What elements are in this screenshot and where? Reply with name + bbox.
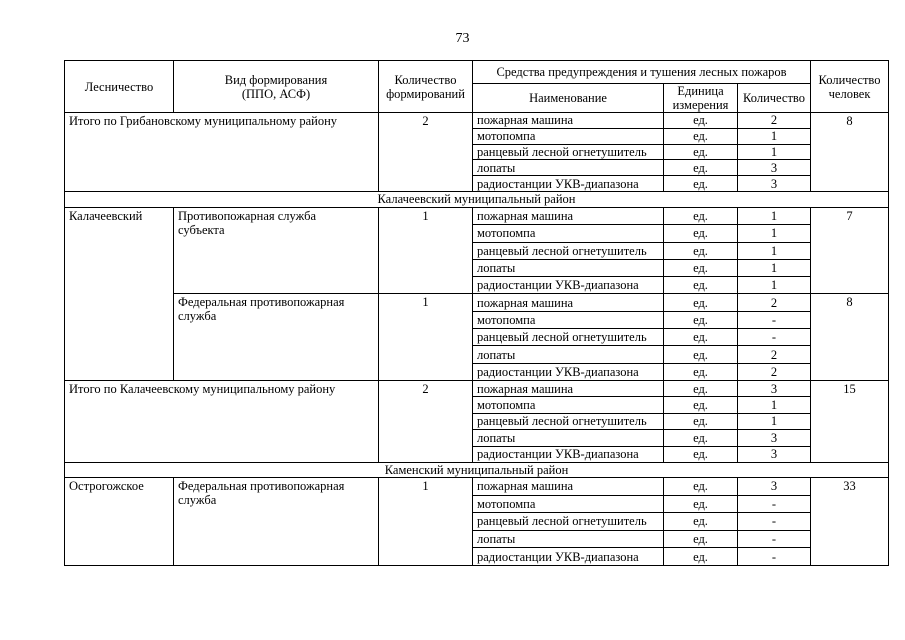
total-label: Итого по Грибановскому муниципальному району [65, 113, 379, 192]
formation-count: 2 [379, 113, 473, 192]
item-quantity: 1 [738, 128, 811, 144]
item-unit: ед. [664, 513, 738, 531]
item-unit: ед. [664, 259, 738, 276]
item-quantity: 1 [738, 225, 811, 242]
item-name: ранцевый лесной огнетушитель [473, 413, 664, 429]
people-count: 33 [811, 477, 889, 565]
item-unit: ед. [664, 346, 738, 363]
item-unit: ед. [664, 530, 738, 548]
item-quantity: 2 [738, 113, 811, 129]
item-quantity: 3 [738, 446, 811, 462]
item-name: пожарная машина [473, 380, 664, 396]
table-row [65, 380, 889, 396]
item-quantity: 2 [738, 346, 811, 363]
table-row [65, 462, 889, 477]
district-heading: Каменский муниципальный район [65, 462, 889, 477]
item-unit: ед. [664, 160, 738, 176]
people-count: 7 [811, 207, 889, 293]
item-name: радиостанции УКВ-диапазона [473, 446, 664, 462]
item-unit: ед. [664, 144, 738, 160]
item-quantity: 3 [738, 176, 811, 192]
item-unit: ед. [664, 113, 738, 129]
formation-type: Федеральная противопожарная служба [174, 294, 379, 380]
item-quantity: - [738, 530, 811, 548]
item-quantity: 1 [738, 242, 811, 259]
item-unit: ед. [664, 329, 738, 346]
item-name: мотопомпа [473, 495, 664, 513]
item-name: мотопомпа [473, 397, 664, 413]
header-name: Наименование [473, 84, 664, 113]
item-unit: ед. [664, 413, 738, 429]
forestry-name: Острогожское [65, 477, 174, 565]
header-quantity: Количество [738, 84, 811, 113]
item-unit: ед. [664, 430, 738, 446]
item-name: пожарная машина [473, 477, 664, 495]
item-name: радиостанции УКВ-диапазона [473, 176, 664, 192]
item-unit: ед. [664, 311, 738, 328]
item-name: пожарная машина [473, 294, 664, 311]
item-name: ранцевый лесной огнетушитель [473, 242, 664, 259]
item-name: радиостанции УКВ-диапазона [473, 548, 664, 566]
district-heading: Калачеевский муниципальный район [65, 191, 889, 207]
people-count: 8 [811, 294, 889, 380]
header-unit: Единица измерения [664, 84, 738, 113]
header-people: Количество человек [811, 61, 889, 113]
header-forestry: Лесничество [65, 61, 174, 113]
table-header [65, 61, 889, 113]
item-quantity: - [738, 329, 811, 346]
item-unit: ед. [664, 128, 738, 144]
formation-type: Федеральная противопожарная служба [174, 477, 379, 565]
item-quantity: 1 [738, 144, 811, 160]
item-unit: ед. [664, 548, 738, 566]
item-quantity: 2 [738, 294, 811, 311]
item-quantity: - [738, 548, 811, 566]
total-label: Итого по Калачеевскому муниципальному району [65, 380, 379, 462]
item-quantity: 2 [738, 363, 811, 380]
page-number: 73 [455, 31, 470, 46]
item-quantity: - [738, 495, 811, 513]
item-quantity: - [738, 513, 811, 531]
item-name: лопаты [473, 430, 664, 446]
item-quantity: 1 [738, 397, 811, 413]
table-row [65, 477, 889, 495]
item-name: радиостанции УКВ-диапазона [473, 277, 664, 294]
item-unit: ед. [664, 477, 738, 495]
item-name: лопаты [473, 346, 664, 363]
item-quantity: 3 [738, 380, 811, 396]
item-name: мотопомпа [473, 311, 664, 328]
item-unit: ед. [664, 294, 738, 311]
item-unit: ед. [664, 277, 738, 294]
item-unit: ед. [664, 380, 738, 396]
item-quantity: 3 [738, 430, 811, 446]
item-quantity: - [738, 311, 811, 328]
header-formation-type: Вид формирования (ППО, АСФ) [174, 61, 379, 113]
item-quantity: 3 [738, 160, 811, 176]
header-row [65, 61, 889, 84]
item-name: лопаты [473, 259, 664, 276]
item-unit: ед. [664, 446, 738, 462]
formation-count: 2 [379, 380, 473, 462]
item-unit: ед. [664, 397, 738, 413]
item-unit: ед. [664, 207, 738, 224]
item-unit: ед. [664, 225, 738, 242]
item-name: пожарная машина [473, 207, 664, 224]
header-formation-count: Количество формирований [379, 61, 473, 113]
item-name: ранцевый лесной огнетушитель [473, 329, 664, 346]
item-quantity: 1 [738, 277, 811, 294]
table-row [65, 113, 889, 129]
formation-type: Противопожарная служба субъекта [174, 207, 379, 293]
item-quantity: 1 [738, 413, 811, 429]
item-name: ранцевый лесной огнетушитель [473, 144, 664, 160]
item-name: пожарная машина [473, 113, 664, 129]
forest-fire-resources-table [64, 60, 889, 566]
item-unit: ед. [664, 242, 738, 259]
table-row [65, 207, 889, 224]
item-quantity: 3 [738, 477, 811, 495]
formation-count: 1 [379, 294, 473, 380]
table-body [65, 113, 889, 566]
item-quantity: 1 [738, 259, 811, 276]
item-name: лопаты [473, 160, 664, 176]
formation-count: 1 [379, 477, 473, 565]
table-row [65, 294, 889, 311]
people-count: 15 [811, 380, 889, 462]
item-name: лопаты [473, 530, 664, 548]
item-name: мотопомпа [473, 128, 664, 144]
header-means: Средства предупреждения и тушения лесных пожаров [473, 61, 811, 84]
formation-count: 1 [379, 207, 473, 293]
item-unit: ед. [664, 176, 738, 192]
item-quantity: 1 [738, 207, 811, 224]
item-name: мотопомпа [473, 225, 664, 242]
item-unit: ед. [664, 495, 738, 513]
item-name: ранцевый лесной огнетушитель [473, 513, 664, 531]
item-name: радиостанции УКВ-диапазона [473, 363, 664, 380]
people-count: 8 [811, 113, 889, 192]
forestry-name: Калачеевский [65, 207, 174, 380]
item-unit: ед. [664, 363, 738, 380]
table-row [65, 191, 889, 207]
